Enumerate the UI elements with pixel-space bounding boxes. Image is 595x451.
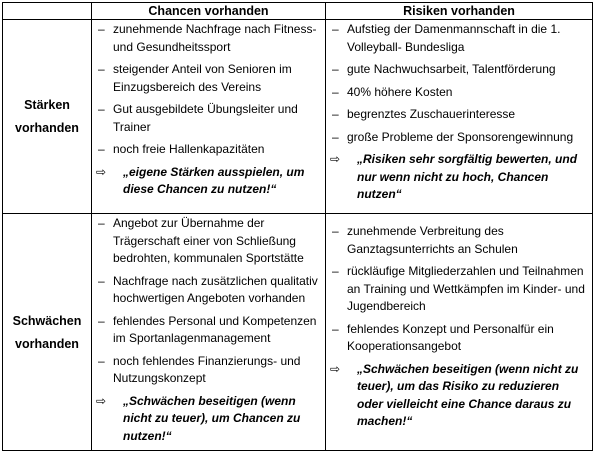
conclusion-item: [330, 151, 588, 204]
dash-bullet: –: [332, 107, 339, 121]
item-text: steigender Anteil von Senioren im Einzugsbereich des Vereins: [113, 62, 292, 94]
conclusion-item: [96, 164, 321, 199]
dash-bullet: –: [332, 224, 339, 238]
list-item: [330, 21, 588, 56]
dash-bullet: –: [98, 273, 105, 288]
dash-bullet: –: [332, 62, 339, 76]
item-list: [330, 223, 588, 431]
item-text: Aufstieg der Damenmannschaft in die 1. Volleyball- Bundesliga: [347, 22, 561, 54]
list-item: [96, 141, 321, 159]
row-label-line1: Stärken: [24, 98, 70, 112]
item-text: zunehmende Nachfrage nach Fitness- und Gesundheitssport: [113, 22, 317, 54]
item-text: gute Nachwuchsarbeit, Talentförderung: [347, 62, 556, 76]
item-text: begrenztes Zuschauerinteresse: [347, 107, 516, 121]
header-row: [3, 3, 593, 20]
arrow-right-icon: ⇨: [330, 361, 341, 376]
list-item: [330, 223, 588, 258]
list-item: [330, 321, 588, 356]
cell-schwaechen-risiken: [326, 214, 593, 451]
item-text: Gut ausgebildete Übungsleiter und Trainer: [113, 102, 298, 134]
dash-bullet: –: [98, 142, 105, 156]
item-text: 40% höhere Kosten: [347, 84, 453, 99]
dash-bullet: –: [98, 22, 105, 36]
dash-bullet: –: [98, 102, 105, 116]
dash-bullet: –: [98, 353, 105, 368]
list-item: [96, 353, 321, 388]
row-label-line1: Schwächen: [12, 313, 82, 328]
row-label-line2: vorhanden: [15, 121, 79, 135]
list-item: [330, 263, 588, 316]
swot-table: [2, 2, 593, 451]
item-text: noch freie Hallenkapazitäten: [113, 142, 265, 156]
item-text: große Probleme der Sponsorengewinnung: [347, 129, 574, 144]
cell-staerken-chancen: [92, 20, 326, 214]
row-label-schwaechen: [3, 214, 92, 451]
conclusion-text: „Schwächen beseitigen (wenn nicht zu teuer), um das Risiko zu reduzieren oder vielleicht eine Chance daraus zu machen!“: [357, 361, 579, 428]
header-risiken: Risiken vorhanden: [326, 3, 593, 20]
list-item: [96, 215, 321, 268]
list-item: [330, 84, 588, 102]
header-empty-cell: [3, 3, 92, 20]
list-item: [96, 21, 321, 56]
row-staerken: [3, 20, 593, 214]
list-item: [330, 129, 588, 147]
dash-bullet: –: [332, 129, 339, 144]
item-list: [330, 21, 588, 204]
arrow-right-icon: ⇨: [96, 164, 107, 179]
item-text: Angebot zur Übernahme der Trägerschaft einer von Schließung bedrohten, kommunalen Sportstätte: [113, 216, 304, 265]
dash-bullet: –: [332, 22, 339, 36]
header-chancen: Chancen vorhanden: [92, 3, 326, 20]
item-list: [96, 215, 321, 445]
dash-bullet: –: [332, 321, 339, 336]
list-item: [96, 101, 321, 136]
list-item: [330, 61, 588, 79]
list-item: [96, 61, 321, 96]
cell-staerken-risiken: [326, 20, 593, 214]
dash-bullet: –: [98, 313, 105, 328]
dash-bullet: –: [98, 216, 105, 230]
conclusion-item: [330, 361, 588, 431]
dash-bullet: –: [332, 84, 339, 99]
dash-bullet: –: [332, 264, 339, 278]
arrow-right-icon: ⇨: [96, 393, 107, 408]
cell-schwaechen-chancen: [92, 214, 326, 451]
row-label-line2: vorhanden: [15, 336, 79, 351]
conclusion-text: „Risiken sehr sorgfältig bewerten, und nur wenn nicht zu hoch, Chancen nutzen“: [357, 152, 578, 201]
item-text: zunehmende Verbreitung des Ganztagsunterrichts an Schulen: [347, 224, 518, 256]
item-text: noch fehlendes Finanzierungs- und Nutzungskonzept: [113, 353, 301, 385]
list-item: [96, 273, 321, 308]
conclusion-text: „eigene Stärken ausspielen, um diese Chancen zu nutzen!“: [123, 164, 305, 196]
item-text: fehlendes Personal und Kompetenzen im Sportanlagenmanagement: [113, 313, 317, 345]
arrow-right-icon: ⇨: [330, 152, 341, 166]
item-text: Nachfrage nach zusätzlichen qualitativ hochwertigen Angeboten vorhanden: [113, 273, 318, 305]
item-text: rückläufige Mitgliederzahlen und Teilnahmen an Training und Wettkämpfen im Kinder- und Jugendbereich: [347, 264, 585, 313]
dash-bullet: –: [98, 62, 105, 76]
item-text: fehlendes Konzept und Personalfür ein Kooperationsangebot: [347, 321, 554, 353]
item-list: [96, 21, 321, 199]
row-schwaechen: [3, 214, 593, 451]
conclusion-text: „Schwächen beseitigen (wenn nicht zu teuer), um Chancen zu nutzen!“: [123, 393, 301, 443]
list-item: [330, 106, 588, 124]
conclusion-item: [96, 393, 321, 446]
row-label-staerken: [3, 20, 92, 214]
list-item: [96, 313, 321, 348]
